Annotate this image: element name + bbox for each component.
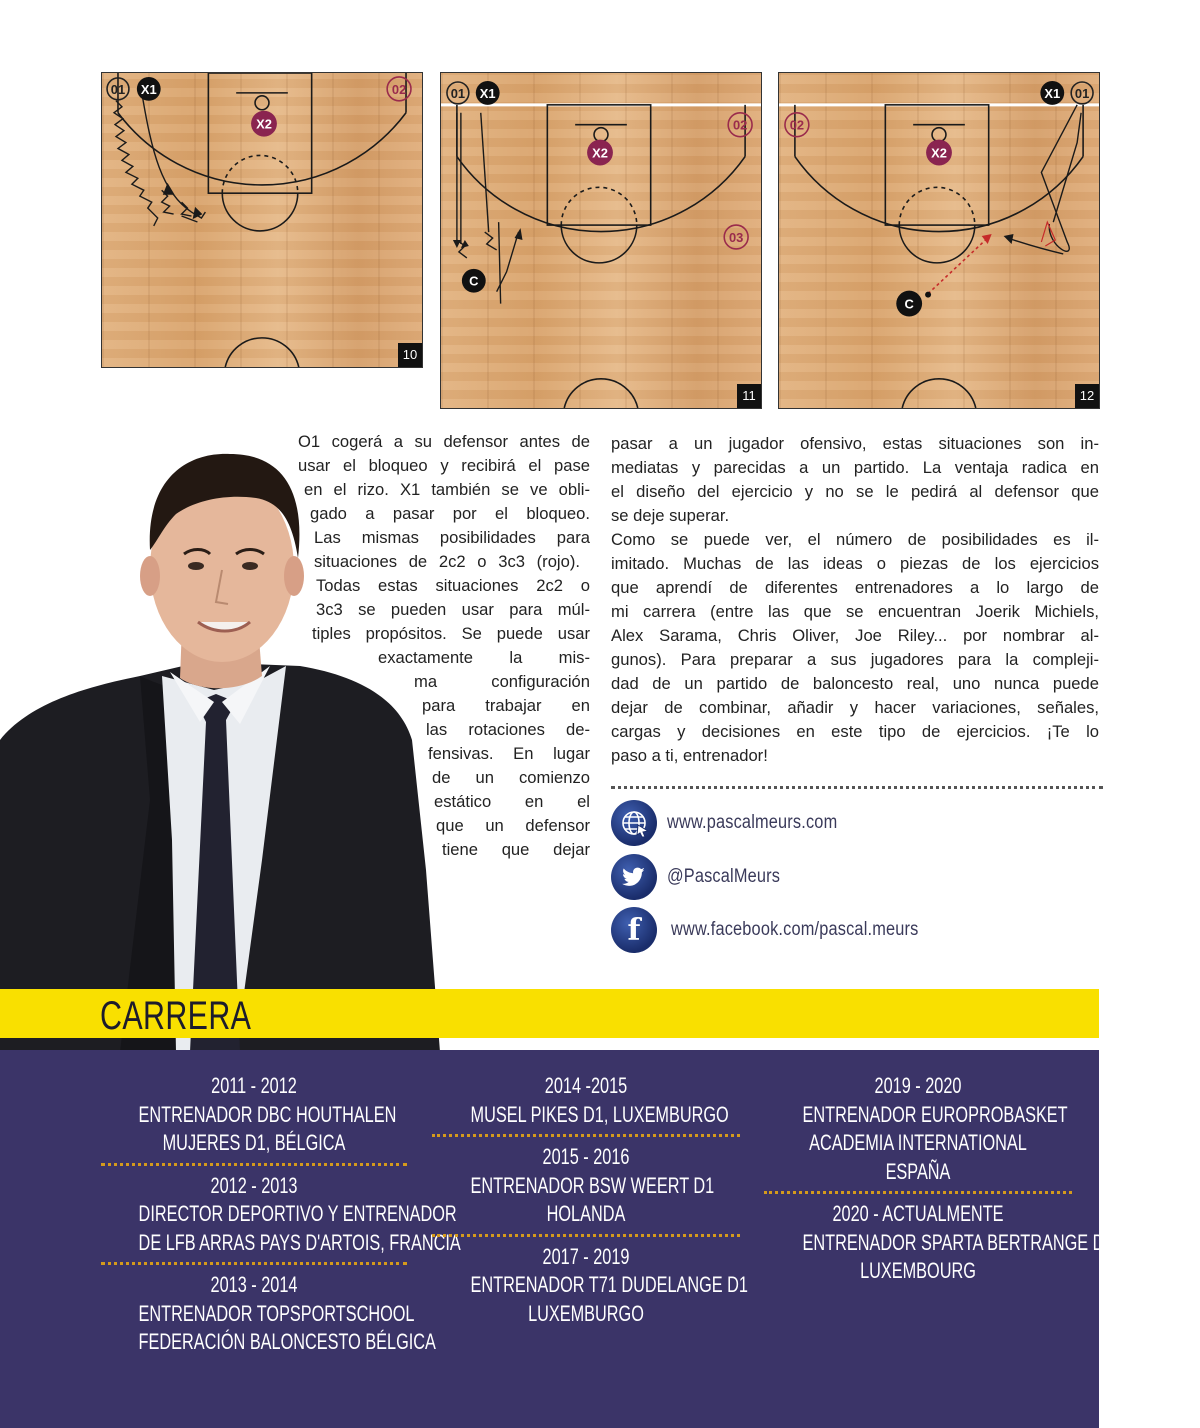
diagram-number: 11 (737, 384, 761, 408)
article-line: usar el bloqueo y recibirá el pase (298, 456, 590, 475)
career-entry-line: DIRECTOR DEPORTIVO Y ENTRENADOR (138, 1201, 457, 1226)
career-entry-line: LUXEMBOURG (860, 1258, 976, 1283)
facebook-link[interactable] (611, 907, 959, 953)
article-line: que aprendí de diferentes entrenadores a lo largo de (611, 578, 1099, 597)
article-line: las rotaciones de- (426, 720, 590, 739)
career-entry (430, 1072, 742, 1129)
label-x2: X2 (592, 145, 608, 161)
article-line: para trabajar en (422, 696, 590, 715)
court-lines-12 (779, 73, 1099, 408)
diagram-number: 10 (398, 343, 422, 367)
article-line: paso a ti, entrenador! (611, 746, 768, 765)
career-entry-line: MUJERES D1, BÉLGICA (162, 1130, 346, 1155)
article-line: Todas estas situaciones 2c2 o (316, 576, 590, 595)
career-column-1 (98, 1072, 461, 1357)
article-line: tiene que dejar (442, 840, 590, 859)
court-diagram-11 (440, 72, 762, 409)
label-c: C (904, 296, 914, 312)
website-url: www.pascalmeurs.com (667, 812, 838, 833)
career-entry-line: ENTRENADOR EUROPROBASKET (802, 1101, 1068, 1127)
article-line: exactamente la mis- (378, 648, 590, 667)
career-entry (98, 1172, 461, 1258)
article-line: gado a pasar por el bloqueo. (310, 504, 590, 523)
career-entry-years: 2014 -2015 (544, 1073, 628, 1098)
career-entry (762, 1200, 1114, 1286)
article-line: Como se puede ver, el número de posibilidades es il- (611, 530, 1099, 549)
article-line: mi carrera (entre las que se encuentran Joerik Michiels, (611, 602, 1099, 621)
article-left-column (292, 430, 590, 862)
label-x1: X1 (479, 85, 496, 101)
career-entry-years: 2012 - 2013 (210, 1172, 298, 1198)
career-entry-years: 2017 - 2019 (542, 1243, 630, 1269)
website-link[interactable] (611, 800, 865, 846)
article-line: Las mismas posibilidades para (314, 528, 590, 547)
twitter-handle: @PascalMeurs (667, 866, 781, 887)
career-entry-line: LUXEMBURGO (528, 1300, 644, 1326)
article-line: gunos). Para preparar a sus jugadores para la compleji- (611, 650, 1099, 669)
label-o1: 01 (450, 85, 466, 101)
article-line: mediatas y parecidas a un partido. La ventaja radica en (611, 458, 1099, 477)
career-entry-years: 2011 - 2012 (211, 1073, 297, 1098)
article-line: O1 cogerá a su defensor antes de (298, 432, 590, 451)
facebook-f-icon: f (611, 907, 657, 953)
career-entry-line: ENTRENADOR BSW WEERT D1 (470, 1172, 715, 1198)
label-o2: 02 (391, 81, 407, 97)
career-entry-years: 2013 - 2014 (210, 1272, 298, 1297)
article-line: Alex Sarama, Chris Oliver, Joe Riley... por nombrar al- (611, 626, 1099, 645)
label-o1: 01 (1074, 85, 1090, 101)
career-entry (98, 1072, 410, 1158)
career-entry (762, 1072, 1074, 1186)
article-line: que un defensor (436, 816, 590, 835)
career-entry-years: 2015 - 2016 (542, 1144, 630, 1169)
career-entry (98, 1271, 436, 1357)
article-line: dad de un partido de baloncesto real, uno nunca puede (611, 674, 1099, 693)
career-entry-line: MUSEL PIKES D1, LUXEMBURGO (470, 1101, 729, 1127)
article-line: ma configuración (414, 672, 590, 691)
career-entry-line: ENTRENADOR SPARTA BERTRANGE D1 (802, 1229, 1114, 1255)
article-right-column (611, 432, 1099, 768)
article-line: se deje superar. (611, 506, 730, 525)
article-line: fensivas. En lugar (428, 744, 590, 763)
career-entry-line: ENTRENADOR T71 DUDELANGE D1 (470, 1272, 748, 1297)
career-column-3 (762, 1072, 1114, 1286)
globe-icon (611, 800, 657, 846)
career-separator (432, 1234, 740, 1237)
career-entry-line: ENTRENADOR TOPSPORTSCHOOL (138, 1300, 415, 1326)
career-entry-years: 2020 - ACTUALMENTE (832, 1201, 1004, 1226)
career-separator (101, 1163, 407, 1166)
career-entry-line: ESPAÑA (885, 1158, 951, 1184)
court-diagram-12 (778, 72, 1100, 409)
court-lines-11 (441, 73, 761, 408)
article-line: 3c3 se pueden usar para múl- (316, 600, 590, 619)
diagram-number: 12 (1075, 384, 1099, 408)
label-o3: 03 (728, 229, 744, 245)
label-o2: 02 (732, 117, 748, 133)
label-o1: 01 (110, 81, 126, 97)
twitter-bird-icon (611, 854, 657, 900)
article-line: situaciones de 2c2 o 3c3 (rojo). (314, 552, 580, 571)
career-entry-line: HOLANDA (546, 1201, 626, 1226)
career-title: CARRERA (100, 994, 252, 1038)
article-line: en el rizo. X1 también se ve obli- (304, 480, 590, 499)
career-entry-line: DE LFB ARRAS PAYS D'ARTOIS, FRANCIA (138, 1229, 461, 1255)
article-line: el diseño del ejercicio y no se le pedirá al defensor que (611, 482, 1099, 501)
career-separator (764, 1191, 1072, 1194)
label-x1: X1 (140, 81, 157, 97)
career-entry-line: FEDERACIÓN BALONCESTO BÉLGICA (138, 1329, 436, 1354)
label-x2: X2 (931, 145, 947, 161)
label-x1: X1 (1044, 85, 1061, 101)
court-diagram-10 (101, 72, 423, 368)
court-lines-10 (102, 73, 422, 367)
article-line: imitado. Muchas de las ideas o piezas de los ejercicios (611, 554, 1099, 573)
career-entry (430, 1243, 748, 1329)
section-divider (611, 786, 1103, 789)
career-entry-years: 2019 - 2020 (874, 1073, 962, 1098)
career-entry-line: ENTRENADOR DBC HOUTHALEN (138, 1101, 397, 1127)
career-entry (430, 1143, 742, 1229)
article-line: dejar de combinar, añadir y hacer variaciones, señales, (611, 698, 1099, 717)
article-line: de un comienzo (432, 768, 590, 787)
career-column-2 (430, 1072, 748, 1328)
career-separator (101, 1262, 407, 1265)
article-line: cargas y decisiones en este tipo de ejercicios. ¡Te lo (611, 722, 1099, 741)
label-c: C (469, 273, 479, 289)
article-line: estático en el (434, 792, 590, 811)
career-separator (432, 1134, 740, 1137)
facebook-url: www.facebook.com/pascal.meurs (671, 919, 919, 940)
twitter-link[interactable] (611, 854, 799, 900)
label-x2: X2 (256, 116, 272, 132)
career-entry-line: ACADEMIA INTERNATIONAL (809, 1130, 1027, 1155)
article-line: pasar a un jugador ofensivo, estas situaciones son in- (611, 434, 1099, 453)
article-line: tiples propósitos. Se puede usar (312, 624, 590, 643)
label-o2: 02 (789, 117, 805, 133)
